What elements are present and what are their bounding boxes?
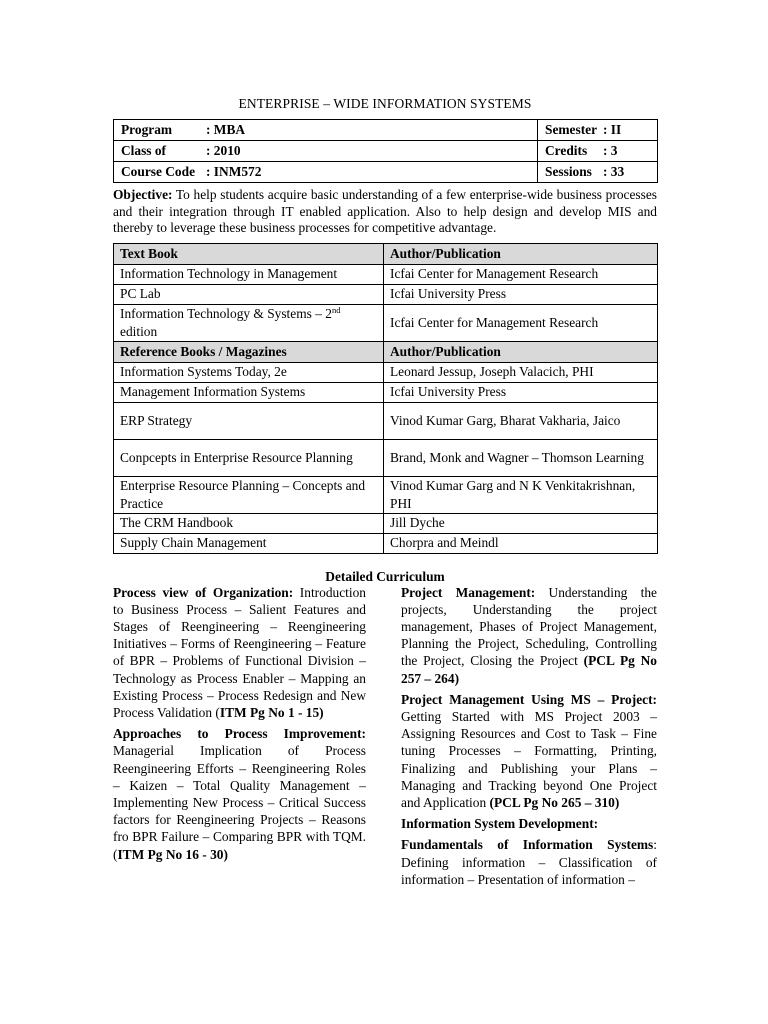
curriculum-right-column <box>401 584 657 892</box>
author-header: Author/Publication <box>384 341 658 362</box>
books-table <box>113 243 658 554</box>
credits-label: Credits <box>545 143 588 158</box>
author-cell: Brand, Monk and Wagner – Thomson Learning <box>384 439 658 476</box>
book-title-part: Information Technology & Systems – 2 <box>120 306 332 321</box>
sessions-cell <box>538 162 658 183</box>
ordinal-suffix: nd <box>331 305 341 315</box>
credits-cell <box>538 141 658 162</box>
course-code-label: Course Code <box>121 164 196 179</box>
author-cell: Icfai Center for Management Research <box>384 264 658 284</box>
curriculum-section <box>401 584 657 687</box>
credits-value: : 3 <box>603 143 618 158</box>
section-reference: ITM Pg No 1 - 15) <box>219 704 324 720</box>
table-row <box>114 162 658 183</box>
book-cell: Conpcepts in Enterprise Resource Planning <box>114 439 384 476</box>
author-cell: Icfai University Press <box>384 284 658 304</box>
class-label: Class of <box>121 143 167 158</box>
program-cell <box>114 120 538 141</box>
section-heading: Approaches to Process Improvement: <box>113 726 366 742</box>
book-cell: Supply Chain Management <box>114 533 384 553</box>
author-cell: Chorpra and Meindl <box>384 533 658 553</box>
semester-cell <box>538 120 658 141</box>
book-cell: ERP Strategy <box>114 402 384 439</box>
table-row <box>114 141 658 162</box>
curriculum-title: Detailed Curriculum <box>325 568 445 584</box>
table-row <box>114 362 658 382</box>
curriculum-section <box>401 691 657 811</box>
section-text: Understanding the projects, Understanding the project management, Phases of Project Management, Planning the Project, Scheduling, Controlling the Project, Closing the Project <box>401 584 657 669</box>
course-info-table <box>113 119 658 183</box>
book-cell: Management Information Systems <box>114 382 384 402</box>
section-reference: (PCL Pg No 265 – 310) <box>489 794 620 810</box>
author-cell: Icfai University Press <box>384 382 658 402</box>
book-cell: PC Lab <box>114 284 384 304</box>
program-label: Program <box>121 122 173 137</box>
semester-value: : II <box>603 122 622 137</box>
curriculum-left-column <box>113 584 366 867</box>
author-cell: Icfai Center for Management Research <box>384 304 658 341</box>
section-text: : Defining information – Classification of information – Presentation of information – <box>401 837 657 887</box>
course-code-cell <box>114 162 538 183</box>
class-value: : 2010 <box>206 143 241 158</box>
objective-paragraph <box>113 187 657 237</box>
author-cell: Vinod Kumar Garg, Bharat Vakharia, Jaico <box>384 402 658 439</box>
class-cell <box>114 141 538 162</box>
semester-label: Semester <box>545 122 598 137</box>
section-heading: Information System Development: <box>401 816 599 832</box>
section-heading: Fundamentals of Information Systems <box>401 837 654 853</box>
program-value: : MBA <box>206 122 246 137</box>
document-title: ENTERPRISE – WIDE INFORMATION SYSTEMS <box>238 96 532 111</box>
section-text: Managerial Implication of Process Reengineering Efforts – Reengineering Roles – Kaizen – Total Quality Management – Implementing New Process – Critical Success factors for Reengineering Projects – Reasons fro BPR Failure – Comparing BPR with TQM. ( <box>113 743 366 862</box>
table-row <box>114 382 658 402</box>
document-page <box>113 96 657 887</box>
table-row <box>114 513 658 533</box>
section-heading: Project Management: <box>401 584 536 600</box>
book-cell <box>114 304 384 341</box>
table-row <box>114 476 658 513</box>
curriculum-section <box>401 836 657 888</box>
textbook-header-row <box>114 243 658 264</box>
section-reference: (PCL Pg No 257 – 264) <box>401 653 657 686</box>
author-cell: Jill Dyche <box>384 513 658 533</box>
section-heading: Project Management Using MS – Project: <box>401 691 657 707</box>
table-row <box>114 304 658 341</box>
table-row <box>114 533 658 553</box>
section-text: Introduction to Business Process – Salient Features and Stages of Reengineering – Reengineering Initiatives – Forms of Reengineering – Feature of BPR – Problems of Functional Division – Technology as Process Enabler – Mapping an Existing Process – Process Redesign and New Process Validation ( <box>113 584 366 720</box>
table-row <box>114 284 658 304</box>
course-code-value: : INM572 <box>206 164 262 179</box>
objective-label: Objective: <box>113 187 173 202</box>
section-heading: Process view of Organization: <box>113 584 294 600</box>
book-cell: Enterprise Resource Planning – Concepts and Practice <box>114 476 384 513</box>
author-cell: Leonard Jessup, Joseph Valacich, PHI <box>384 362 658 382</box>
table-row <box>114 439 658 476</box>
curriculum-section <box>113 725 366 863</box>
table-row <box>114 402 658 439</box>
table-row <box>114 264 658 284</box>
section-text: Getting Started with MS Project 2003 – Assigning Resources and Cost to Task – Fine tuning Processes – Formatting, Printing, Finalizing and Publishing your Plans – Managing and Tracking beyond One Project and Application <box>401 708 657 810</box>
table-row <box>114 120 658 141</box>
curriculum-section <box>113 584 366 722</box>
book-cell: Information Technology in Management <box>114 264 384 284</box>
book-title-part: edition <box>120 323 158 339</box>
sessions-label: Sessions <box>545 164 592 179</box>
objective-text: To help students acquire basic understanding of a few enterprise-wide business processes and their integration through IT enabled application. Also to help design and develop MIS and thereby to leverage these business processes for competitive advantage. <box>113 187 657 235</box>
reference-header-row <box>114 341 658 362</box>
author-header: Author/Publication <box>384 243 658 264</box>
reference-header: Reference Books / Magazines <box>114 341 384 362</box>
book-cell: Information Systems Today, 2e <box>114 362 384 382</box>
section-reference: ITM Pg No 16 - 30) <box>117 846 228 862</box>
book-cell: The CRM Handbook <box>114 513 384 533</box>
sessions-value: : 33 <box>603 164 625 179</box>
textbook-header: Text Book <box>114 243 384 264</box>
curriculum-section <box>401 815 657 832</box>
author-cell: Vinod Kumar Garg and N K Venkitakrishnan, PHI <box>384 476 658 513</box>
